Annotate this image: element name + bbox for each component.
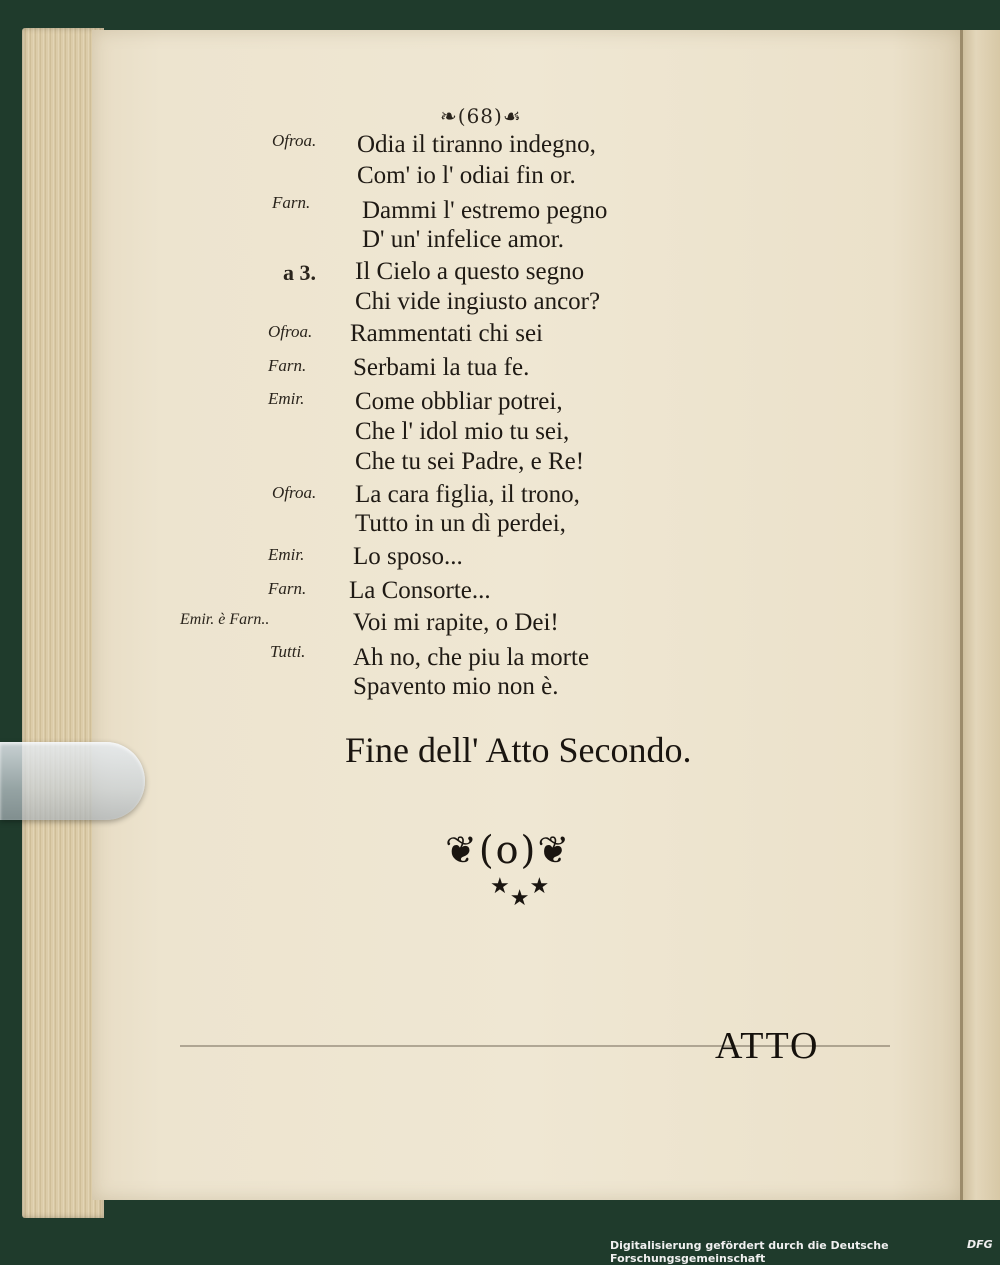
verse-line: Dammi l' estremo pegno <box>362 197 608 224</box>
verse-line: Odia il tiranno indegno, <box>357 131 596 158</box>
verse-line: Voi mi rapite, o Dei! <box>353 609 559 636</box>
verse-line: Spavento mio non è. <box>353 673 559 700</box>
speaker-label: Ofroa. <box>272 131 317 150</box>
speaker-label: a 3. <box>283 260 316 285</box>
page-number: (68) <box>457 104 503 128</box>
verse-line: D' un' infelice amor. <box>362 226 565 253</box>
speaker-label: Farn. <box>268 579 307 598</box>
act-end-heading: Fine dell' Atto Secondo. <box>345 730 692 770</box>
verse-line: Chi vide ingiusto ancor? <box>355 288 601 315</box>
speaker-label: Farn. <box>268 356 307 375</box>
speaker-label: Ofroa. <box>268 322 313 341</box>
printer-ornament <box>445 828 571 872</box>
page-number-header <box>440 104 522 128</box>
speaker-label: Emir. <box>268 545 305 564</box>
verse-line: La Consorte... <box>349 577 491 604</box>
speaker-label: Emir. <box>268 389 305 408</box>
verse-line: Rammentati chi sei <box>350 320 544 347</box>
verse-line: Ah no, che piu la morte <box>353 644 590 671</box>
stars-ornament: ★★★ <box>490 874 550 911</box>
digitization-credit: Digitalisierung gefördert durch die Deutsche Forschungsgemeinschaft <box>610 1239 889 1265</box>
dfg-logo: DFG <box>967 1238 993 1251</box>
page-holder-clip <box>0 742 145 820</box>
verse-line: Il Cielo a questo segno <box>355 258 585 285</box>
speaker-label: Emir. è Farn.. <box>180 611 270 628</box>
facing-page-edge <box>960 30 1000 1200</box>
catchword: ATTO <box>715 1025 820 1067</box>
verse-line: Lo sposo... <box>353 543 463 570</box>
verse-line: La cara figlia, il trono, <box>355 481 580 508</box>
header-ornament-right: ☙ <box>502 104 522 128</box>
verse-line: Serbami la tua fe. <box>353 354 530 381</box>
gutter <box>960 30 963 1200</box>
speaker-label: Ofroa. <box>272 483 317 502</box>
verse-line: Come obbliar potrei, <box>355 388 563 415</box>
verse-line: Tutto in un dì perdei, <box>355 510 566 537</box>
header-ornament-left: ❧ <box>440 104 458 128</box>
speaker-label: Tutti. <box>270 642 306 661</box>
ornament-right-flourish: ❦ <box>537 828 572 872</box>
speaker-label: Farn. <box>272 193 311 212</box>
verse-line: Che tu sei Padre, e Re! <box>355 448 585 475</box>
verse-line: Com' io l' odiai fin or. <box>357 162 576 189</box>
verse-line: Che l' idol mio tu sei, <box>355 418 570 445</box>
ornament-left-flourish: ❦ <box>445 828 479 872</box>
ornament-center: (o) <box>478 828 538 872</box>
